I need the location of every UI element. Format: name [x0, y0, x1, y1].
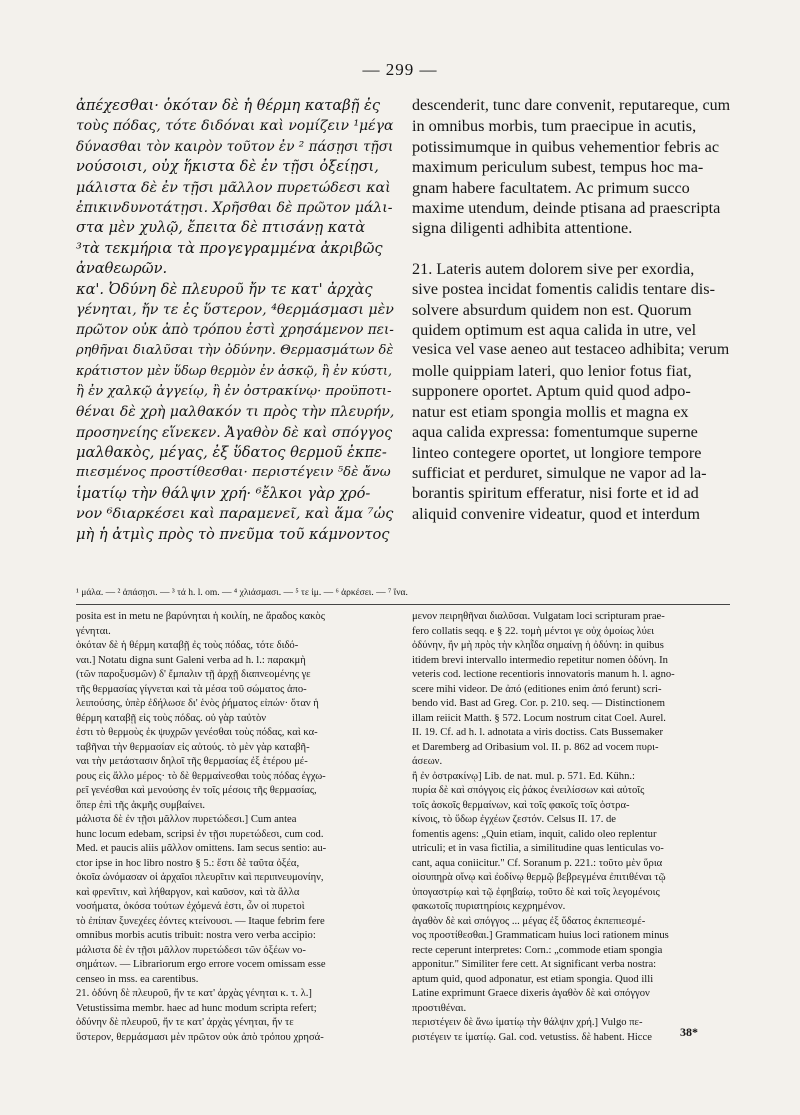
greek-text-column — [76, 96, 394, 545]
greek-text-line: κα'. Ὀδύνη δὲ πλευροῦ ἤν τε κατ' ἀρχὰς — [76, 280, 373, 298]
commentary-line: ὕστερον, θερμάσμασι μὲν πρῶτον οὐκ ἀπὸ τρόπου χρησά- — [76, 1031, 324, 1043]
commentary-line: apponitur." Similiter fere cett. At significant verba nostra: — [412, 959, 657, 970]
greek-text-line: ρηθῆναι διαλῦσαι τὴν ὀδύνην. Θερμασμάτων δὲ — [76, 342, 394, 358]
greek-text-line: μάλιστα δὲ ἐν τῇσι μᾶλλον πυρετώδεσι καὶ — [76, 179, 391, 196]
latin-text-line: molle quippiam lateri, quo lenior fotus fiat, — [412, 361, 692, 380]
commentary-line: hunc locum edebam, scripsi ἐν τῇσι πυρετώδεσι, cum cod. — [76, 828, 324, 840]
latin-text-line: maxime utendum, deinde ptisana ad praescripta — [412, 199, 721, 218]
commentary-line: bendo vid. Bast ad Greg. Cor. p. 210. seq. — Distinctionem — [412, 698, 666, 709]
commentary-line: θέρμη καταβῇ εἰς τοὺς πόδας. οὐ γὰρ ταὐτὸν — [76, 712, 267, 724]
commentary-line: II. 19. Cf. ad h. l. adnotata a viris doctiss. Cats Bussemaker — [412, 727, 663, 738]
latin-text-line: potissimumque in quibus vehementior febris ac — [412, 137, 720, 156]
greek-text-line: ἱματίῳ τὴν θάλψιν χρή· ⁶ἔλκοι γὰρ χρό- — [76, 484, 371, 502]
latin-text-line — [412, 239, 730, 259]
commentary-line: ὑπογαστρίῳ καὶ τῷ ἐφηβαίῳ, τοῦτο δὲ καὶ τοῖς λεγομένοις — [412, 886, 660, 898]
commentary-line: veteris cod. lectione recentioris innovatoris manum h. l. agno- — [412, 669, 675, 680]
commentary-line: posita est in metu ne βαρύνηται ἡ κοιλίη, ne ἄραδος κακὸς — [76, 611, 325, 622]
commentary-line: ριστέγειν τε ἱματίῳ. Gal. cod. vetustiss. δὲ habent. Hicce — [412, 1031, 652, 1043]
commentary-line: πυρία δὲ καὶ σπόγγοις εἰς ῥάκος ἐνειλίσσων καὶ αὐτοῖς — [412, 785, 645, 796]
latin-text-line: descenderit, tunc dare convenit, reputareque, cum — [412, 97, 730, 114]
greek-text-line: γένηται, ἤν τε ἐς ὕστερον, ⁴θερμάσμασι μὲν — [76, 302, 394, 319]
commentary-line: νος προστίθεσθαι.] Grammaticam huius loci rationem minus — [412, 930, 669, 941]
commentary-line: οἰσυπηρὰ οἴνῳ καὶ ἐοδίνῳ θερμῷ βεβρεγμένα ἐπιτιθέναι τῷ — [412, 872, 666, 883]
commentary-line: κίνοις, τὸ ὕδωρ ἐγχέων ζεστόν. Celsus II. 17. de — [412, 814, 616, 825]
commentary-line: fomentis agens: „Quin etiam, inquit, calido oleo replentur — [412, 828, 657, 840]
commentary-line: μενον πειρηθῆναι διαλῦσαι. Vulgatam loci scripturam prae- — [412, 611, 665, 622]
greek-text-line: δύνασθαι τὸν καιρὸν τοῦτον ἐν ² πάσῃσι τῇσι — [76, 138, 394, 155]
commentary-line: recte ceperunt interpretes: Corn.: „commode etiam spongia — [412, 944, 663, 956]
commentary-line: γένηται. — [76, 625, 111, 637]
commentary-right-column — [412, 610, 730, 1045]
latin-text-line: quidem optimum est aqua calida in utre, vel — [412, 321, 697, 340]
commentary-line: ὁκόταν δὲ ἡ θέρμη καταβῇ ἐς τοὺς πόδας, τότε διδό- — [76, 640, 299, 651]
commentary-line: fero collatis seqq. e § 22. τομὴ μέντοι γε οὐχ ὁμοίως λύει — [412, 625, 655, 637]
latin-text-line: supponere oportet. Aptum quid quod adpo- — [412, 382, 691, 401]
commentary-line: ctor ipse in hoc libro nostro § 5.: ἔστι δὲ ταῦτα ὀξέα, — [76, 857, 300, 869]
commentary-line: τὸ ἐπίπαν ξυνεχέες ἐόντες κτείνουσι. — Itaque febrim fere — [76, 915, 325, 927]
latin-text-line: borantis spiritum efferatur, nisi forte et id ad — [412, 484, 699, 503]
commentary-line: φακωτοῖς πυριατηρίοις κεχρημένον. — [412, 901, 566, 912]
greek-text-line: κράτιστον μὲν ὕδωρ θερμὸν ἐν ἀσκῷ, ἢ ἐν κύστι, — [76, 363, 392, 379]
greek-text-line: ἐπικινδυνοτάτῃσι. Χρῆσθαι δὲ πρῶτον μάλι- — [76, 200, 393, 217]
commentary-line: ὀδύνην δὲ πλευροῦ, ἤν τε κατ' ἀρχὰς γένηται, ἤν τε — [76, 1017, 294, 1028]
commentary-line: τῆς θερμασίας γίγνεται καὶ τὰ μέσα τοῦ σώματος ἀπο- — [76, 683, 307, 695]
commentary-line: ἢ ἐν ὀστρακίνῳ] Lib. de nat. mul. p. 571. Ed. Kühn.: — [412, 770, 635, 782]
commentary-line: ἐστι τὸ θερμοὺς ἐκ ψυχρῶν γενέσθαι τοὺς πόδας, καὶ κα- — [76, 727, 318, 738]
commentary-line: προστιθέναι. — [412, 1002, 467, 1014]
latin-text-line: in omnibus morbis, tum praecipue in acutis, — [412, 117, 697, 136]
greek-text-line: ἀναθεωρῶν. — [76, 260, 168, 278]
commentary-line: νοσήματα, ὁκόσα τούτων ἐχόμενά ἐστι, ὧν οἱ πυρετοὶ — [76, 901, 305, 912]
variant-readings-footnote: ¹ μάλα. — ² ἁπάσῃσι. — ³ τά h. l. om. — ⁴ χλιάσμασι. — ⁵ τε ἱμ. — ⁶ ἀρκέσει. — ⁷ ἵνα. — [76, 588, 408, 598]
commentary-line: Med. et paucis aliis μᾶλλον omittens. Iam secus sentio: au- — [76, 843, 327, 854]
latin-text-line: maximum periculum subest, tempus hoc ma- — [412, 158, 704, 177]
commentary-left-column — [76, 610, 394, 1045]
commentary-line: Vetustissima membr. haec ad hunc modum scripta refert; — [76, 1002, 317, 1014]
commentary-line: scere mihi videor. De ἀπό (editiones enim ἀπό ferunt) scri- — [412, 683, 662, 695]
greek-text-line: στα μὲν χυλῷ, ἔπειτα δὲ πτισάνῃ κατὰ — [76, 219, 366, 237]
latin-text-line: sufficiat et perduret, simulque ne vapor ad la- — [412, 463, 707, 482]
greek-text-line: πιεσμένος προστίθεσθαι· περιστέγειν ⁵δὲ ἄνω — [76, 465, 391, 481]
latin-text-line: 21. Lateris autem dolorem sive per exordia, — [412, 259, 695, 278]
commentary-line: 21. ὀδύνη δὲ πλευροῦ, ἤν τε κατ' ἀρχὰς γένηται κ. τ. λ.] — [76, 988, 312, 999]
greek-text-line: θέναι δὲ χρὴ μαλθακόν τι πρὸς τὴν πλευρήν, — [76, 404, 394, 421]
latin-text-line: linteo contegere oportet, ut longiore tempore — [412, 443, 702, 462]
commentary-line: σημάτων. — Librariorum ergo errore vocem omissam esse — [76, 959, 326, 970]
latin-text-line: aqua calida expressa: fomentumque superne — [412, 423, 698, 442]
commentary-line: ἀγαθὸν δὲ καὶ σπόγγος ... μέγας ἐξ ὕδατος ἐκπεπιεσμέ- — [412, 915, 646, 927]
commentary-line: ὀδύνην, ἢν μὴ πρὸς τὴν κληῗδα σημαίνῃ ἡ ὀδύνη: in quibus — [412, 640, 664, 651]
greek-text-line: ἀπέχεσθαι· ὁκόταν δὲ ἡ θέρμη καταβῇ ἐς — [76, 97, 381, 114]
commentary-line: (τῶν παροξυσμῶν) δ' ἔμπαλιν τῇ ἀρχῇ διαπνεομένης γε — [76, 669, 311, 680]
greek-text-line: μὴ ἡ ἀτμὶς πρὸς τὸ πνεῦμα τοῦ κάμνοντος — [76, 525, 390, 543]
latin-text-line: vesica vel vase aeneo aut testaceo adhibita; verum — [412, 341, 730, 359]
commentary-line: illam reiicit Matth. § 572. Locum nostrum citat Coel. Aurel. — [412, 712, 666, 724]
commentary-line: ναι τὴν μετάστασιν δηλοῖ τῆς θερμασίας ἐξ ἑτέρου μέ- — [76, 756, 308, 767]
page-number: — 299 — — [362, 60, 438, 79]
commentary-line: τοῖς ἀσκοῖς θερμαίνων, καὶ τοῖς φακοῖς τοῖς ὀστρα- — [412, 799, 630, 811]
commentary-line: itidem brevi intervallo intermedio repetitur nomen ὀδύνη. In — [412, 654, 668, 666]
commentary-line: utriculi; et in vasa fictilia, a similitudine quas lenticulas vo- — [412, 843, 664, 854]
greek-text-line: τοὺς πόδας, τότε διδόναι καὶ νομίζειν ¹μέγα — [76, 118, 394, 135]
commentary-line: περιστέγειν δὲ ἄνω ἱματίῳ τὴν θάλψιν χρή.] Vulgo πε- — [412, 1017, 643, 1028]
commentary-line: μάλιστα δὲ ἐν τῇσι μᾶλλον πυρετώδεσι.] Cum antea — [76, 814, 297, 825]
greek-text-line: μαλθακὸς, μέγας, ἐξ ὕδατος θερμοῦ ἐκπε- — [76, 443, 387, 461]
commentary-line: censeo in mss. ea carentibus. — [76, 973, 199, 985]
commentary-line: Latine exprimunt Graece dixeris ἀγαθὸν δὲ καὶ σπόγγον — [412, 988, 650, 999]
commentary-line: ναι.] Notatu digna sunt Galeni verba ad h. l.: παρακμὴ — [76, 654, 306, 666]
commentary-line: καὶ φρενῖτιν, καὶ λήθαργον, καὶ καῦσον, καὶ τὰ ἄλλα — [76, 886, 300, 898]
greek-text-line: ³τὰ τεκμήρια τὰ προγεγραμμένα ἀκριβῶς — [76, 239, 383, 257]
latin-text-line: natur est etiam spongia mollis et magna ex — [412, 402, 689, 421]
commentary-line: cant, aqua coniicitur." Cf. Soranum p. 221.: τοῦτο μὲν ὕρια — [412, 857, 663, 869]
commentary-line: omnibus morbis acutis tribuit: nostra vero verba accipio: — [76, 930, 316, 941]
greek-text-line: νον ⁶διαρκέσει καὶ παραμενεῖ, καὶ ἅμα ⁷ὡς — [76, 506, 394, 523]
commentary-line: μάλιστα δὲ ἐν τῇσι μᾶλλον πυρετώδεσι τῶν ὀξέων νο- — [76, 944, 306, 956]
latin-text-line: sive postea incidat fomentis calidis tentare dis- — [412, 280, 715, 299]
commentary-line: ταβῆναι τὴν θερμασίαν εἰς αὐτούς. τὸ μὲν γὰρ καταβῆ- — [76, 741, 310, 753]
commentary-line: ρεῖ γενέσθαι καὶ μενούσης ἐν τοῖς μέσοις τῆς θερμασίας, — [76, 785, 317, 796]
greek-text-line: πρῶτον οὐκ ἀπὸ τρόπου ἐστὶ χρησάμενον πει- — [76, 322, 394, 339]
commentary-line: ὅπερ ἐπὶ τῆς ἀκμῆς συμβαίνει. — [76, 799, 206, 811]
latin-text-line: aliquid convenire videatur, quod et interdum — [412, 504, 700, 523]
commentary-line: ὁκοῖα ὠνόμασαν οἱ ἀρχαῖοι πλευρῖτιν καὶ περιπνευμονίην, — [76, 872, 324, 883]
latin-text-line: solvere absurdum quidem non est. Quorum — [412, 300, 692, 319]
commentary-line: ρους εἰς ἄλλο μέρος· τὸ δὲ θερμαίνεσθαι τοὺς πόδας ἐγχω- — [76, 770, 326, 782]
latin-text-column — [412, 96, 730, 524]
printer-signature: 38* — [680, 1025, 698, 1039]
greek-text-line: ἢ ἐν χαλκῷ ἀγγείῳ, ἢ ἐν ὀστρακίνῳ· προϋποτι- — [76, 383, 392, 399]
latin-text-line: signa diligenti adhibita attentione. — [412, 219, 633, 238]
commentary-line: λειπούσης, ὑπὲρ ἐδήλωσε δι' ἑνὸς ῥήματος εἰπών· ὅταν ἡ — [76, 698, 319, 709]
commentary-line: aptum quid, quod adponatur, est etiam spongia. Quod illi — [412, 973, 654, 985]
greek-text-line: προσηνείης εἵνεκεν. Ἀγαθὸν δὲ καὶ σπόγγος — [76, 424, 393, 441]
commentary-line: et Daremberg ad Oribasium vol. II. p. 862 ad vocem πυρι- — [412, 741, 659, 753]
notes-divider — [76, 604, 730, 605]
commentary-line: άσεων. — [412, 756, 443, 767]
latin-text-line: gnam habere facultatem. Ac primum succo — [412, 178, 690, 197]
greek-text-line: νούσοισι, οὐχ ἥκιστα δὲ ἐν τῇσι ὀξείῃσι, — [76, 158, 379, 176]
